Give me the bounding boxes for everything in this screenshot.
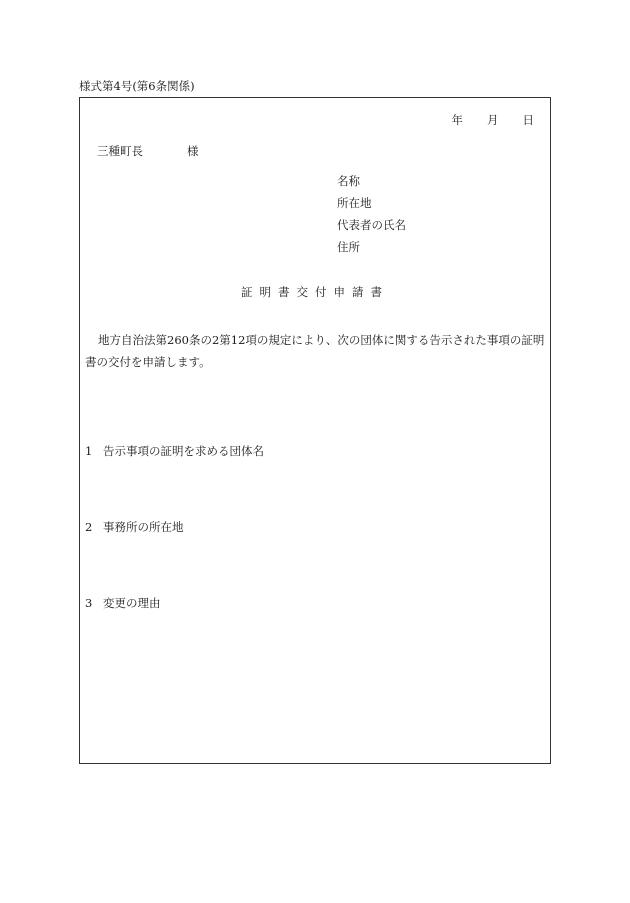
- document-title: 証明書交付申請書: [241, 285, 389, 299]
- addressee-line: [97, 145, 199, 159]
- day-label: 日: [522, 113, 534, 127]
- item-label: 変更の理由: [103, 596, 161, 610]
- item-number: 2: [85, 520, 93, 534]
- list-item: [85, 445, 264, 459]
- applicant-representative-label: 代表者の氏名: [337, 218, 406, 232]
- item-label: 事務所の所在地: [103, 520, 184, 534]
- list-item: [85, 597, 161, 611]
- applicant-name-label: 名称: [337, 174, 360, 188]
- applicant-address-label: 住所: [337, 240, 360, 254]
- item-number: 3: [85, 596, 93, 610]
- application-form-frame: [79, 97, 551, 764]
- form-number-label: 様式第4号(第6条関係): [79, 79, 195, 93]
- month-label: 月: [487, 113, 499, 127]
- addressee-name: 三種町長: [97, 144, 143, 158]
- applicant-location-label: 所在地: [337, 196, 372, 210]
- item-label: 告示事項の証明を求める団体名: [103, 444, 264, 458]
- list-item: [85, 521, 184, 535]
- year-label: 年: [451, 113, 463, 127]
- addressee-honorific: 様: [187, 144, 199, 158]
- date-line: [452, 114, 535, 128]
- applicant-block: [337, 175, 406, 263]
- body-paragraph: 地方自治法第260条の2第12項の規定により、次の団体に関する告示された事項の証明書の交付を申請します。: [85, 333, 545, 369]
- item-number: 1: [85, 444, 93, 458]
